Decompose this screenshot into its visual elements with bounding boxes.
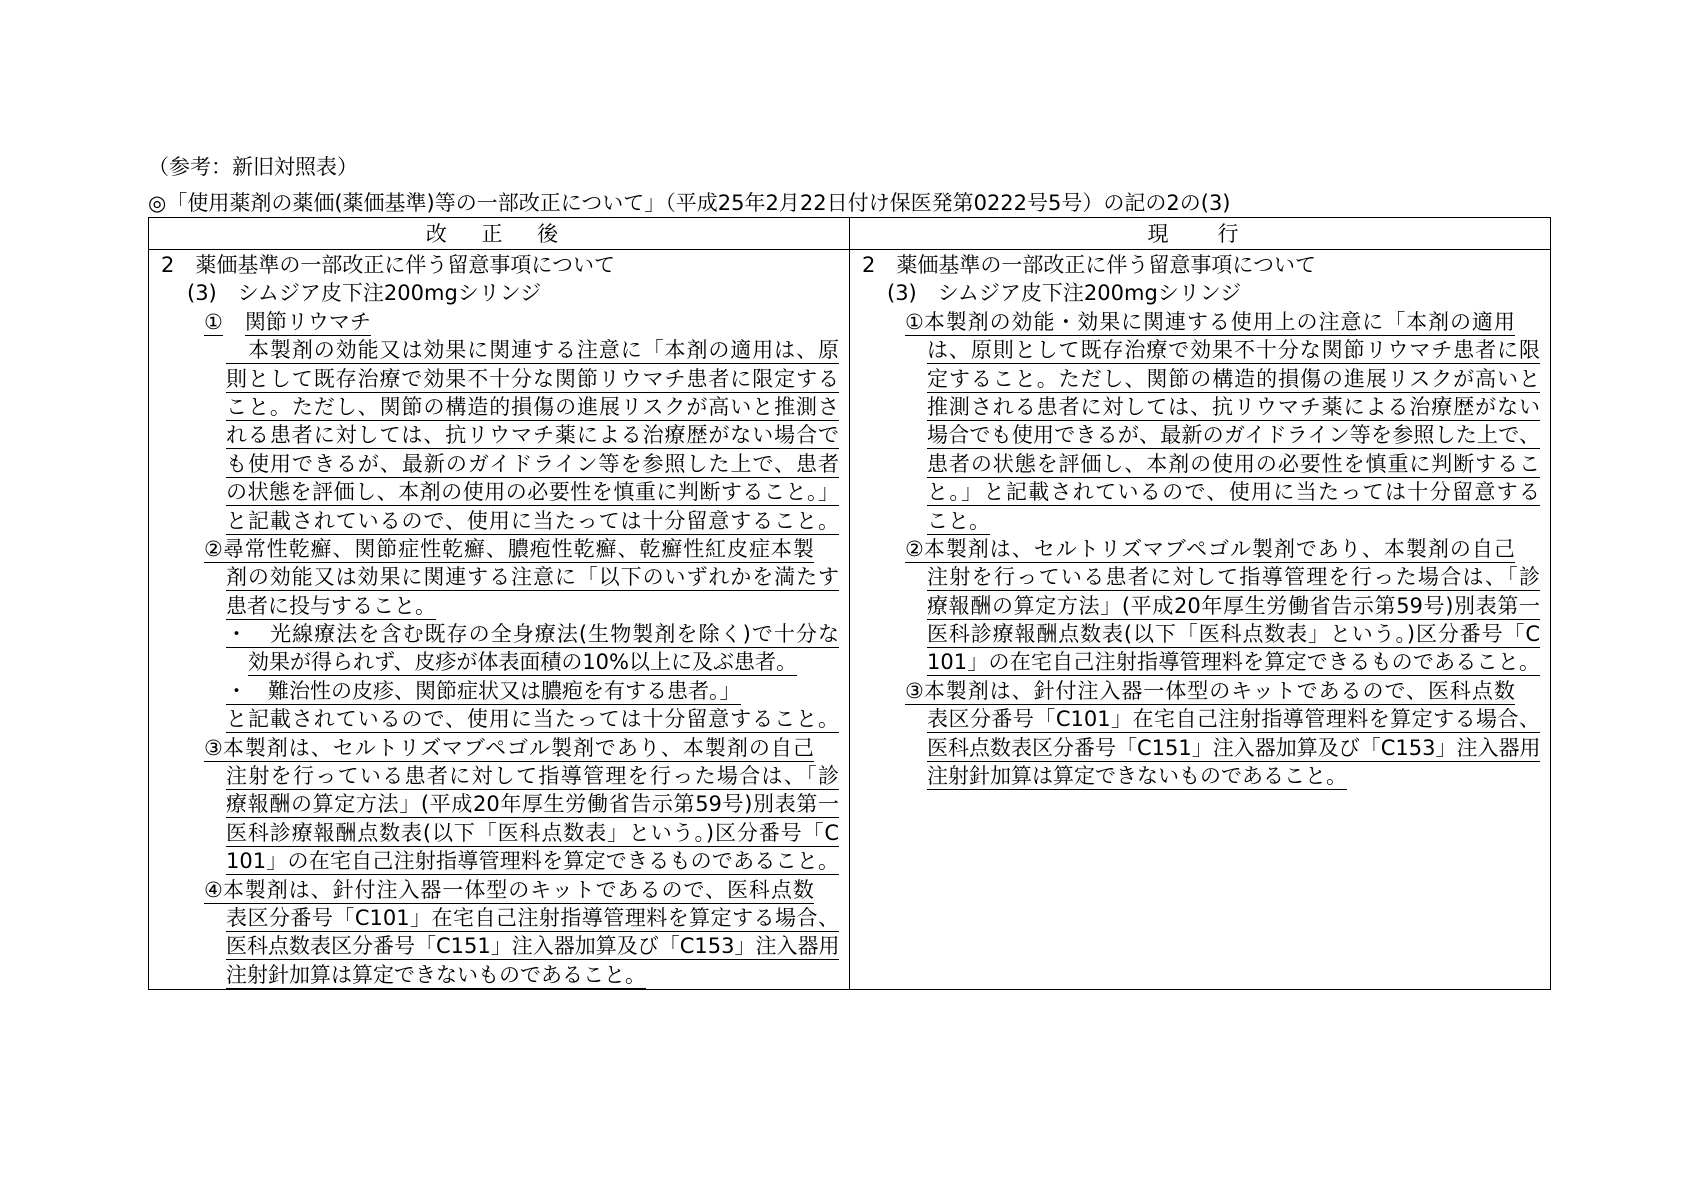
list-item: と記載されているので、使用に当たっては十分留意すること。 bbox=[226, 508, 839, 533]
list-item: 表区分番号「C101」在宅自己注射指導管理料を算定する場合、 bbox=[226, 905, 839, 930]
marker-2: ② bbox=[905, 536, 924, 561]
list-item: 療報酬の算定方法」(平成20年厚生労働省告示第59号)別表第一 bbox=[927, 593, 1540, 618]
list-item: 本製剤は、セルトリズマブペゴル製剤であり、本製剤の自己 bbox=[923, 536, 1515, 561]
list-item: と。」と記載されているので、使用に当たっては十分留意する bbox=[927, 480, 1540, 505]
document-subtitle: ◎「使用薬剤の薬価(薬価基準)等の一部改正について」（平成25年2月22日付け保医発第0222号5号）の記の2の(3) bbox=[148, 191, 1231, 215]
list-item: 場合でも使用できるが、最新のガイドライン等を参照した上で、 bbox=[927, 423, 1540, 448]
list-item: 剤の効能又は効果に関連する注意に「以下のいずれかを満たす bbox=[226, 565, 839, 590]
new-column bbox=[149, 250, 850, 990]
item-heading: (3) シムジア皮下注200mgシリンジ bbox=[187, 281, 542, 306]
bullet-item: 効果が得られず、皮疹が体表面積の10%以上に及ぶ患者。 bbox=[248, 650, 797, 675]
list-item: 注射針加算は算定できないものであること。 bbox=[226, 962, 646, 987]
list-item: 定すること。ただし、関節の構造的損傷の進展リスクが高いと bbox=[927, 366, 1540, 391]
list-item: 則として既存治療で効果不十分な関節リウマチ患者に限定する bbox=[226, 366, 839, 391]
list-item: 患者の状態を評価し、本剤の使用の必要性を慎重に判断するこ bbox=[927, 451, 1540, 476]
list-item: 101」の在宅自己注射指導管理料を算定できるものであること。 bbox=[927, 650, 1540, 675]
list-item: の状態を評価し、本剤の使用の必要性を慎重に判断すること。」 bbox=[226, 480, 839, 505]
reference-caption: （参考：新旧対照表） bbox=[148, 155, 358, 179]
marker-3: ③ bbox=[204, 735, 223, 760]
list-item: 医科診療報酬点数表(以下「医科点数表」という。)区分番号「C bbox=[927, 622, 1540, 647]
list-item: 推測される患者に対しては、抗リウマチ薬による治療歴がない bbox=[927, 394, 1540, 419]
list-item: 本製剤は、セルトリズマブペゴル製剤であり、本製剤の自己 bbox=[222, 735, 814, 760]
list-item: と記載されているので、使用に当たっては十分留意すること。 bbox=[226, 707, 839, 732]
marker-2: ② bbox=[204, 536, 223, 561]
list-item: 医科診療報酬点数表(以下「医科点数表」という。)区分番号「C bbox=[226, 820, 839, 845]
bullet-item: ・ 難治性の皮疹、関節症状又は膿疱を有する患者。」 bbox=[226, 678, 741, 703]
list-item: 本製剤の効能又は効果に関連する注意に「本剤の適用は、原 bbox=[226, 337, 839, 364]
list-item: 表区分番号「C101」在宅自己注射指導管理料を算定する場合、 bbox=[927, 707, 1540, 732]
list-item: 関節リウマチ bbox=[244, 309, 371, 334]
header-new: 改 正 後 bbox=[149, 218, 850, 250]
list-item: も使用できるが、最新のガイドライン等を参照した上で、患者 bbox=[226, 451, 839, 476]
list-item: こと。 bbox=[927, 508, 990, 533]
marker-4: ④ bbox=[204, 877, 223, 902]
list-item: 尋常性乾癬、関節症性乾癬、膿疱性乾癬、乾癬性紅皮症本製 bbox=[222, 536, 814, 561]
section-heading: 2 薬価基準の一部改正に伴う留意事項について bbox=[161, 253, 615, 277]
list-item: 本製剤の効能・効果に関連する使用上の注意に「本剤の適用 bbox=[923, 309, 1515, 334]
item-heading: (3) シムジア皮下注200mgシリンジ bbox=[887, 281, 1242, 306]
list-item: 療報酬の算定方法」(平成20年厚生労働省告示第59号)別表第一 bbox=[226, 792, 839, 817]
bullet-item: ・ 光線療法を含む既存の全身療法(生物製剤を除く)で十分な bbox=[226, 622, 839, 647]
header-current: 現 行 bbox=[850, 218, 1551, 250]
marker-1: ① bbox=[204, 309, 223, 334]
list-item: 注射を行っている患者に対して指導管理を行った場合は、「診 bbox=[927, 565, 1540, 590]
list-item: こと。ただし、関節の構造的損傷の進展リスクが高いと推測さ bbox=[226, 394, 839, 419]
list-item: 医科点数表区分番号「C151」注入器加算及び「C153」注入器用 bbox=[927, 735, 1541, 760]
list-item: 注射を行っている患者に対して指導管理を行った場合は、「診 bbox=[226, 764, 839, 789]
comparison-table bbox=[148, 217, 1551, 990]
marker-3: ③ bbox=[905, 678, 924, 703]
list-item: 101」の在宅自己注射指導管理料を算定できるものであること。 bbox=[226, 849, 839, 874]
section-heading: 2 薬価基準の一部改正に伴う留意事項について bbox=[862, 253, 1316, 277]
list-item: 本製剤は、針付注入器一体型のキットであるので、医科点数 bbox=[923, 678, 1515, 703]
marker-1: ① bbox=[905, 309, 924, 334]
list-item: 注射針加算は算定できないものであること。 bbox=[927, 764, 1347, 789]
list-item: 患者に投与すること。 bbox=[226, 593, 436, 618]
list-item: は、原則として既存治療で効果不十分な関節リウマチ患者に限 bbox=[927, 338, 1540, 363]
list-item: れる患者に対しては、抗リウマチ薬による治療歴がない場合で bbox=[226, 423, 839, 448]
current-column bbox=[850, 250, 1551, 990]
list-item: 本製剤は、針付注入器一体型のキットであるので、医科点数 bbox=[222, 877, 814, 902]
list-item: 医科点数表区分番号「C151」注入器加算及び「C153」注入器用 bbox=[226, 934, 840, 959]
